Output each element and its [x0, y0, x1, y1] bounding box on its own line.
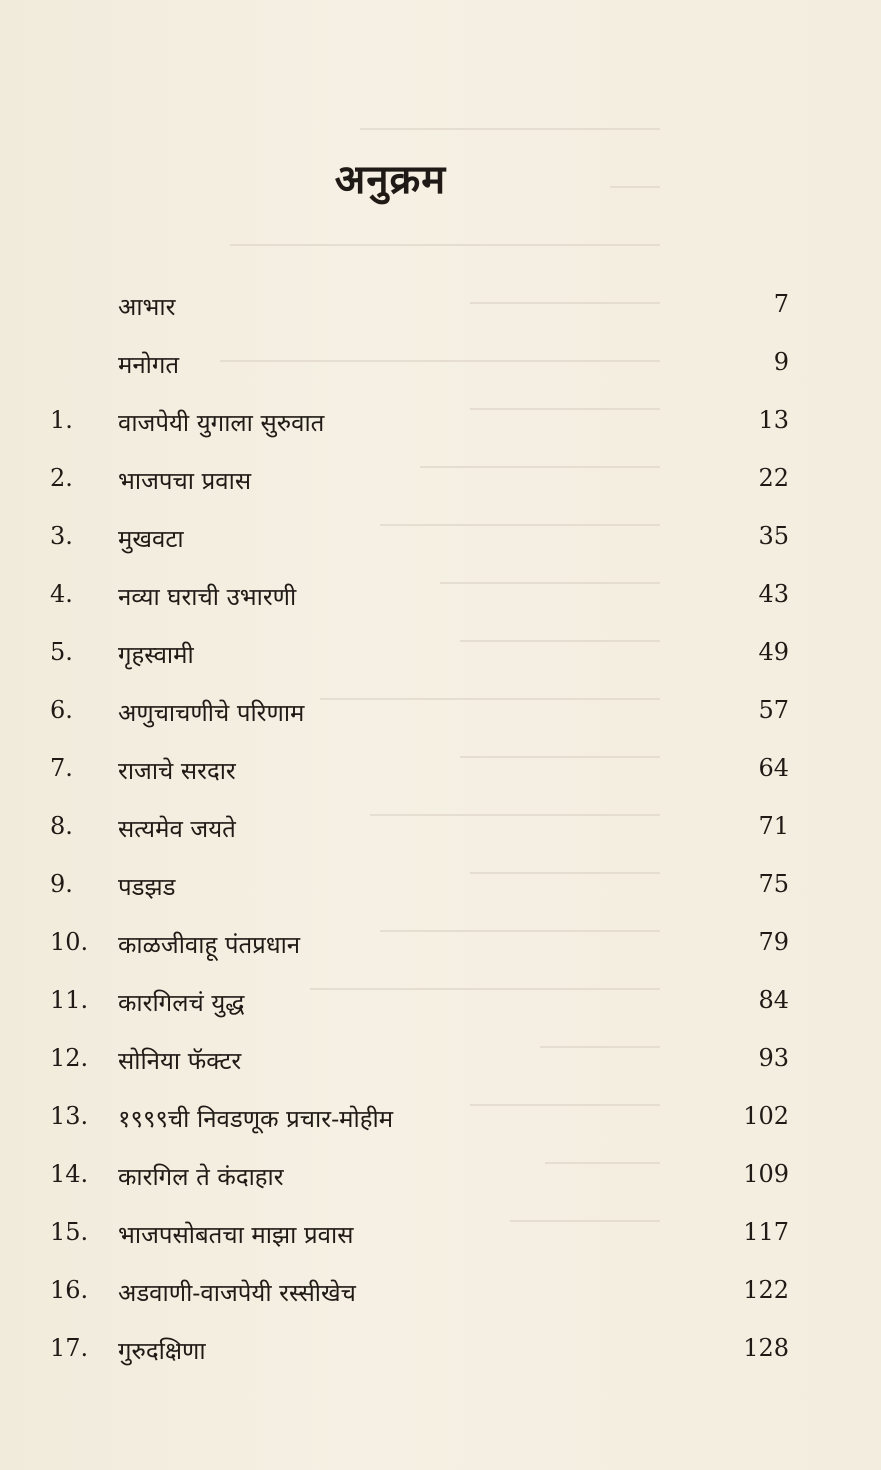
entry-page: 64: [758, 754, 789, 782]
toc-entry: [0, 1160, 881, 1210]
entry-number: 13.: [50, 1102, 89, 1130]
toc-entry: [0, 348, 881, 398]
entry-title: पडझड: [118, 873, 176, 901]
entry-page: 102: [743, 1102, 789, 1130]
entry-page: 35: [758, 522, 789, 550]
toc-entry: [0, 1044, 881, 1094]
entry-page: 117: [743, 1218, 789, 1246]
entry-title: भाजपचा प्रवास: [118, 467, 252, 495]
toc-entry: [0, 696, 881, 746]
entry-page: 109: [743, 1160, 789, 1188]
entry-number: 14.: [50, 1160, 89, 1188]
toc-entry: [0, 870, 881, 920]
entry-page: 13: [758, 406, 789, 434]
toc-entry: [0, 522, 881, 572]
entry-number: 9.: [50, 870, 73, 898]
entry-title: भाजपसोबतचा माझा प्रवास: [118, 1221, 354, 1249]
entry-title: १९९९ची निवडणूक प्रचार-मोहीम: [118, 1105, 394, 1133]
entry-page: 9: [773, 348, 789, 376]
entry-number: 12.: [50, 1044, 89, 1072]
toc-entry: [0, 464, 881, 514]
toc-entry: [0, 406, 881, 456]
toc-entry: [0, 638, 881, 688]
entry-number: 17.: [50, 1334, 89, 1362]
entry-title: कारगिलचं युद्ध: [118, 989, 245, 1017]
entry-page: 75: [758, 870, 789, 898]
entry-title: मुखवटा: [118, 525, 184, 553]
entry-number: 3.: [50, 522, 73, 550]
entry-title: सोनिया फॅक्टर: [118, 1047, 242, 1075]
entry-number: 6.: [50, 696, 73, 724]
entry-number: 8.: [50, 812, 73, 840]
entry-title: कारगिल ते कंदाहार: [118, 1163, 284, 1191]
toc-entry: [0, 290, 881, 340]
entry-page: 71: [758, 812, 789, 840]
entry-number: 11.: [50, 986, 89, 1014]
entry-number: 15.: [50, 1218, 89, 1246]
toc-entry: [0, 928, 881, 978]
entry-page: 84: [758, 986, 789, 1014]
entry-title: काळजीवाहू पंतप्रधान: [118, 931, 301, 959]
entry-number: 5.: [50, 638, 73, 666]
entry-title: अणुचाचणीचे परिणाम: [118, 699, 305, 727]
entry-page: 128: [743, 1334, 789, 1362]
contents-heading: अनुक्रम: [334, 156, 447, 203]
entry-page: 79: [758, 928, 789, 956]
entry-number: 16.: [50, 1276, 89, 1304]
entry-page: 122: [743, 1276, 789, 1304]
toc-entry: [0, 580, 881, 630]
entry-page: 93: [758, 1044, 789, 1072]
toc-entry: [0, 1276, 881, 1326]
entry-number: 4.: [50, 580, 73, 608]
entry-number: 1.: [50, 406, 73, 434]
toc-entry: [0, 754, 881, 804]
toc-entry: [0, 1334, 881, 1384]
entry-title: अडवाणी-वाजपेयी रस्सीखेच: [118, 1279, 356, 1307]
toc-entry: [0, 1102, 881, 1152]
toc-entry: [0, 986, 881, 1036]
entry-title: आभार: [118, 293, 176, 321]
entry-title: वाजपेयी युगाला सुरुवात: [118, 409, 325, 437]
entry-title: सत्यमेव जयते: [118, 815, 236, 843]
entry-title: मनोगत: [118, 351, 180, 379]
entry-number: 10.: [50, 928, 89, 956]
entry-title: नव्या घराची उभारणी: [118, 583, 297, 611]
toc-entry: [0, 1218, 881, 1268]
entry-number: 2.: [50, 464, 73, 492]
entry-title: राजाचे सरदार: [118, 757, 236, 785]
entry-number: 7.: [50, 754, 73, 782]
entry-title: गृहस्वामी: [118, 641, 194, 669]
entry-page: 43: [758, 580, 789, 608]
entry-page: 49: [758, 638, 789, 666]
entry-page: 7: [773, 290, 789, 318]
entry-page: 57: [758, 696, 789, 724]
entry-title: गुरुदक्षिणा: [118, 1337, 206, 1365]
toc-entry: [0, 812, 881, 862]
entry-page: 22: [758, 464, 789, 492]
